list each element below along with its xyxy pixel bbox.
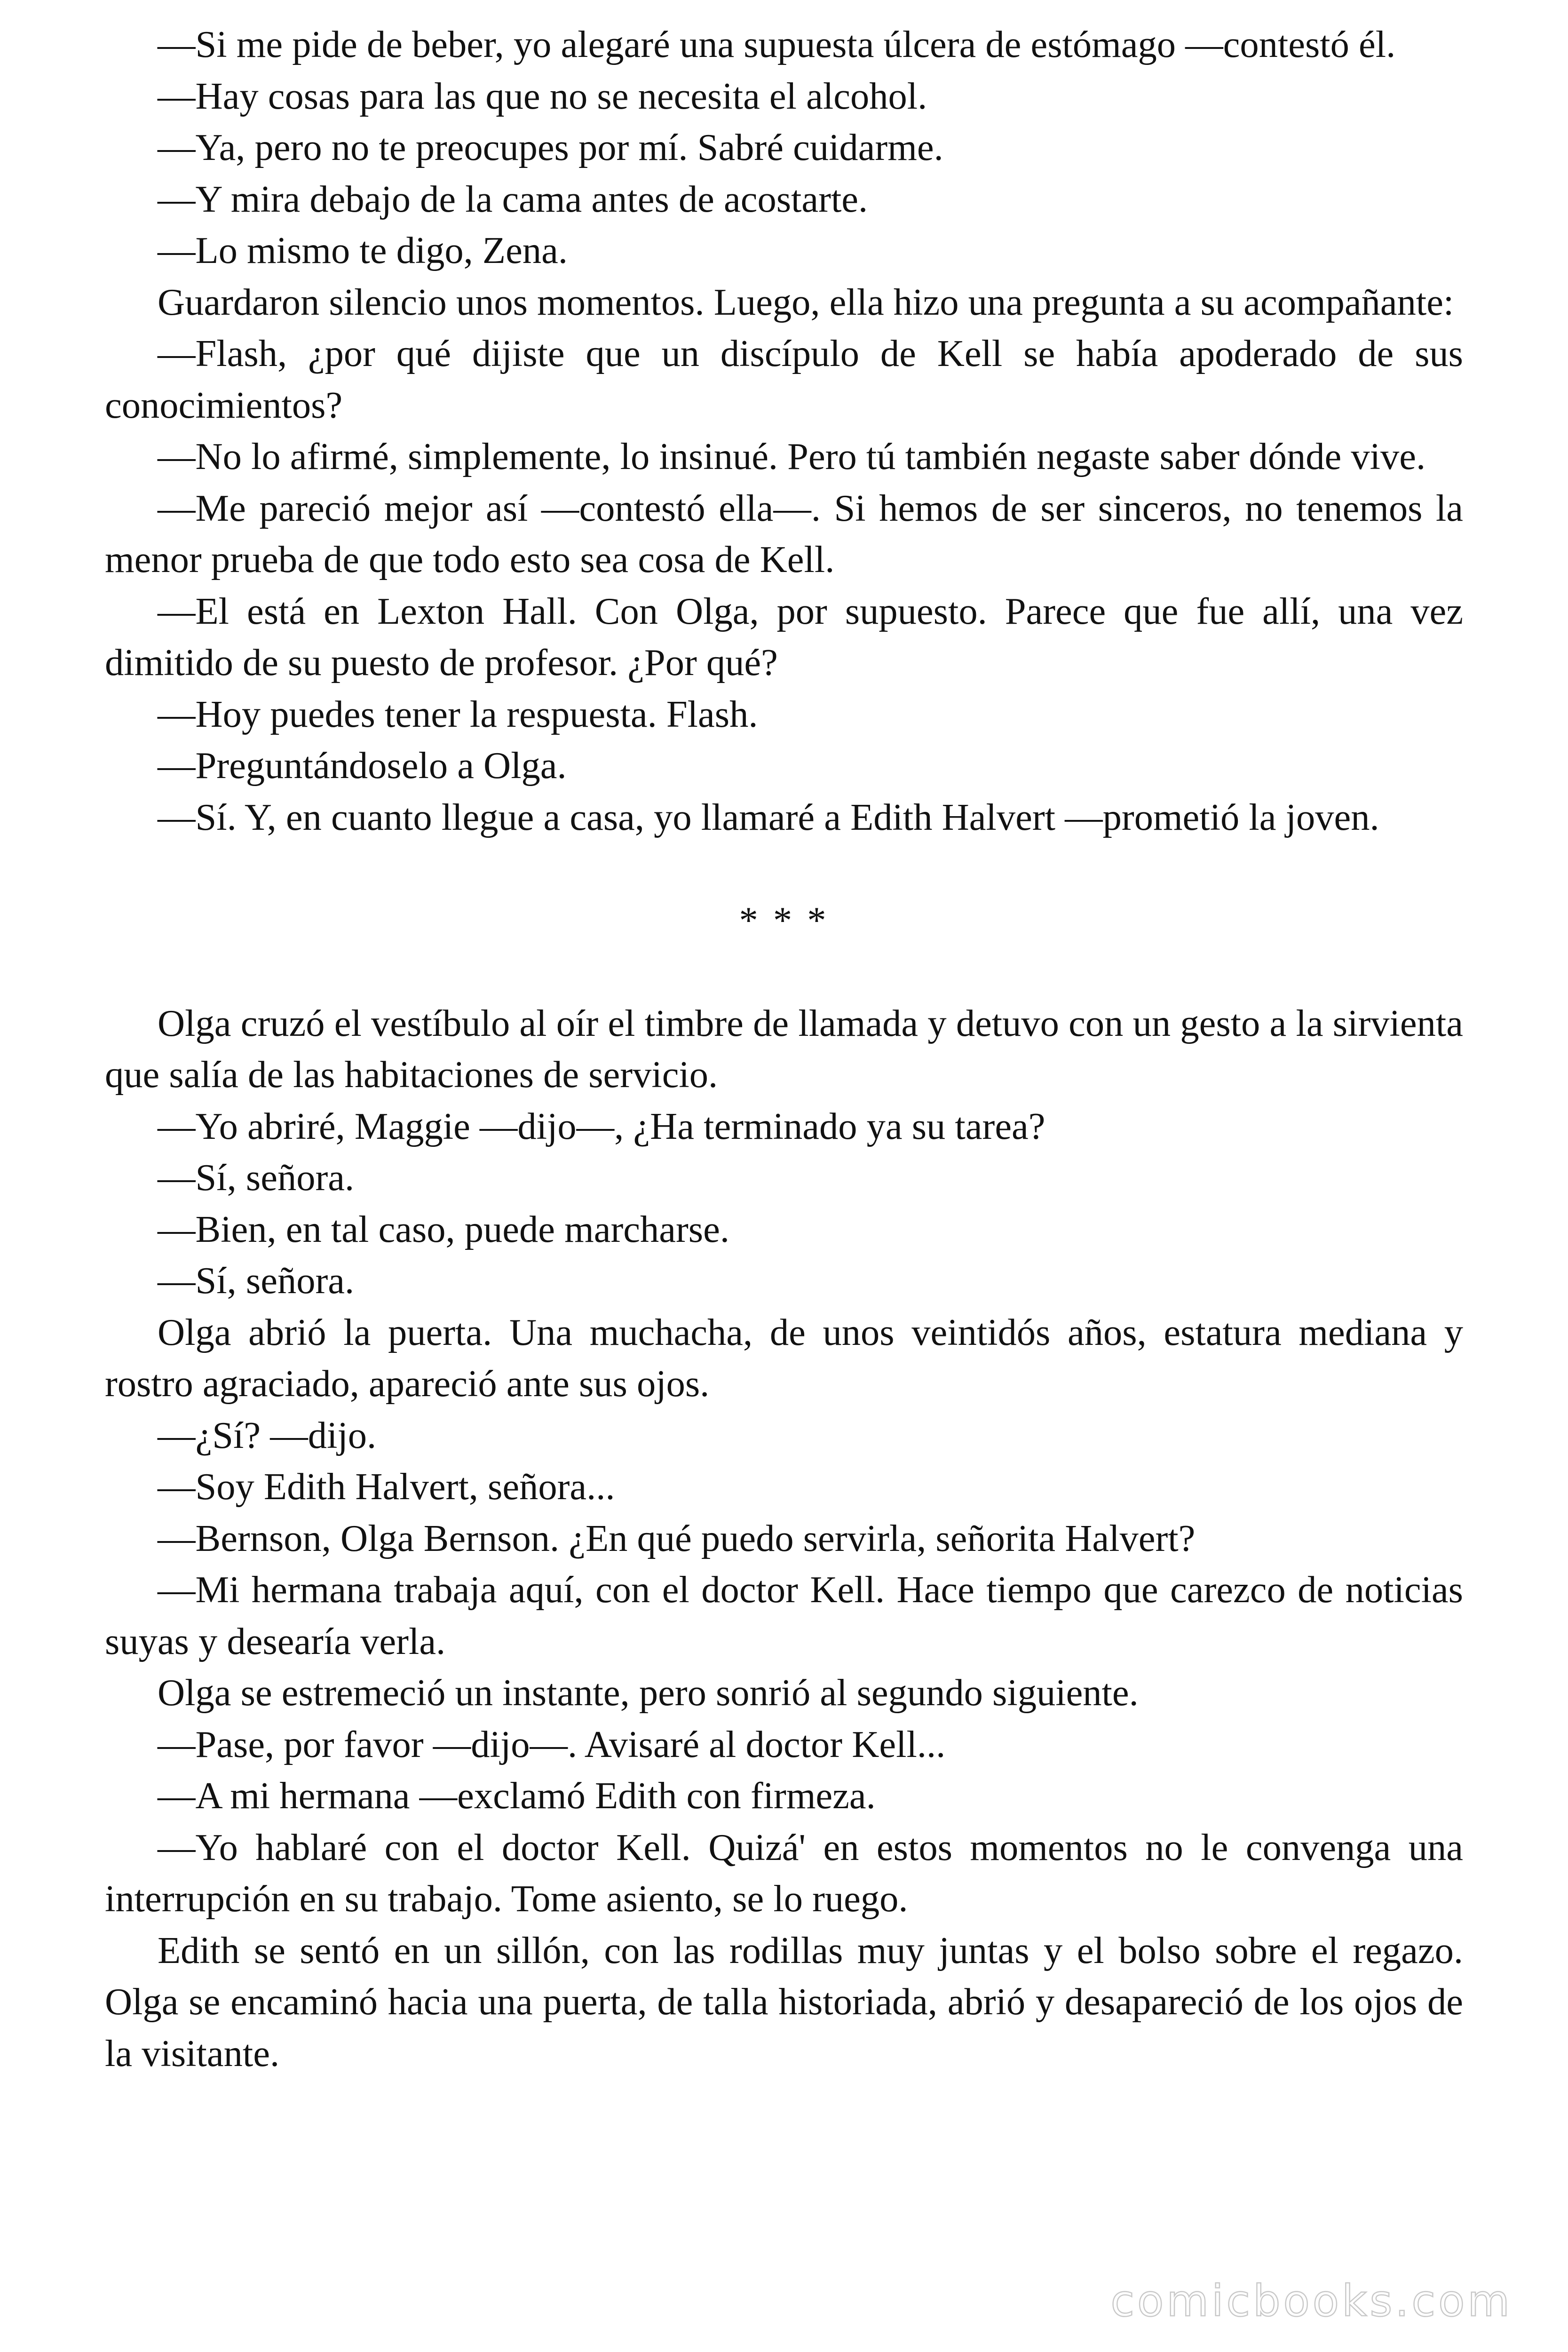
paragraph: —Mi hermana trabaja aquí, con el doctor Kell. Hace tiempo que carezco de noticias suyas y desearía verla. bbox=[105, 1569, 1463, 1662]
paragraph: —Preguntándoselo a Olga. bbox=[158, 745, 567, 787]
section-separator: * * * bbox=[739, 899, 829, 941]
paragraph: —Ya, pero no te preocupes por mí. Sabré cuidarme. bbox=[158, 127, 943, 168]
paragraph: —Me pareció mejor así —contestó ella—. Si hemos de ser sinceros, no tenemos la menor prueba de que todo esto sea cosa de Kell. bbox=[105, 487, 1463, 580]
paragraph: —Bernson, Olga Bernson. ¿En qué puedo servirla, señorita Halvert? bbox=[158, 1517, 1196, 1559]
paragraph: —No lo afirmé, simplemente, lo insinué. Pero tú también negaste saber dónde vive. bbox=[158, 436, 1426, 477]
paragraph: —Soy Edith Halvert, señora... bbox=[158, 1466, 615, 1508]
paragraph: —Sí, señora. bbox=[158, 1260, 355, 1302]
paragraph: —Hoy puedes tener la respuesta. Flash. bbox=[158, 693, 758, 735]
paragraph: —Yo abriré, Maggie —dijo—, ¿Ha terminado ya su tarea? bbox=[158, 1105, 1045, 1147]
paragraph: —Flash, ¿por qué dijiste que un discípulo de Kell se había apoderado de sus conocimientos? bbox=[105, 333, 1463, 426]
paragraph: —Y mira debajo de la cama antes de acostarte. bbox=[158, 178, 868, 220]
text-block-top bbox=[105, 19, 1463, 843]
watermark: comicbooks.com bbox=[1110, 2276, 1513, 2326]
paragraph: —El está en Lexton Hall. Con Olga, por supuesto. Parece que fue allí, una vez dimitido de su puesto de profesor. ¿Por qué? bbox=[105, 590, 1463, 683]
paragraph: —Lo mismo te digo, Zena. bbox=[158, 230, 568, 271]
paragraph: —Pase, por favor —dijo—. Avisaré al doctor Kell... bbox=[158, 1723, 946, 1765]
paragraph: —A mi hermana —exclamó Edith con firmeza. bbox=[158, 1775, 876, 1817]
paragraph: —Bien, en tal caso, puede marcharse. bbox=[158, 1208, 729, 1250]
paragraph: —Si me pide de beber, yo alegaré una supuesta úlcera de estómago —contestó él. bbox=[158, 24, 1396, 65]
paragraph: Olga abrió la puerta. Una muchacha, de unos veintidós años, estatura mediana y rostro agraciado, apareció ante sus ojos. bbox=[105, 1311, 1463, 1405]
paragraph: Guardaron silencio unos momentos. Luego, ella hizo una pregunta a su acompañante: bbox=[158, 281, 1454, 323]
paragraph: —Sí, señora. bbox=[158, 1157, 355, 1199]
paragraph: —Sí. Y, en cuanto llegue a casa, yo llamaré a Edith Halvert —prometió la joven. bbox=[158, 796, 1379, 838]
paragraph: —Hay cosas para las que no se necesita el alcohol. bbox=[158, 75, 927, 117]
paragraph: Olga cruzó el vestíbulo al oír el timbre de llamada y detuvo con un gesto a la sirvienta que salía de las habitaciones de servicio. bbox=[105, 1002, 1463, 1096]
document-page bbox=[105, 19, 1463, 2079]
paragraph: Edith se sentó en un sillón, con las rodillas muy juntas y el bolso sobre el regazo. Olga se encaminó hacia una puerta, de talla historiada, abrió y desapareció de los ojos de la visitante. bbox=[105, 1929, 1463, 2074]
paragraph: —Yo hablaré con el doctor Kell. Quizá' en estos momentos no le convenga una interrupción en su trabajo. Tome asiento, se lo ruego. bbox=[105, 1826, 1463, 1920]
paragraph: Olga se estremeció un instante, pero sonrió al segundo siguiente. bbox=[158, 1672, 1139, 1714]
paragraph: —¿Sí? —dijo. bbox=[158, 1414, 377, 1456]
text-block-bottom bbox=[105, 998, 1463, 2080]
